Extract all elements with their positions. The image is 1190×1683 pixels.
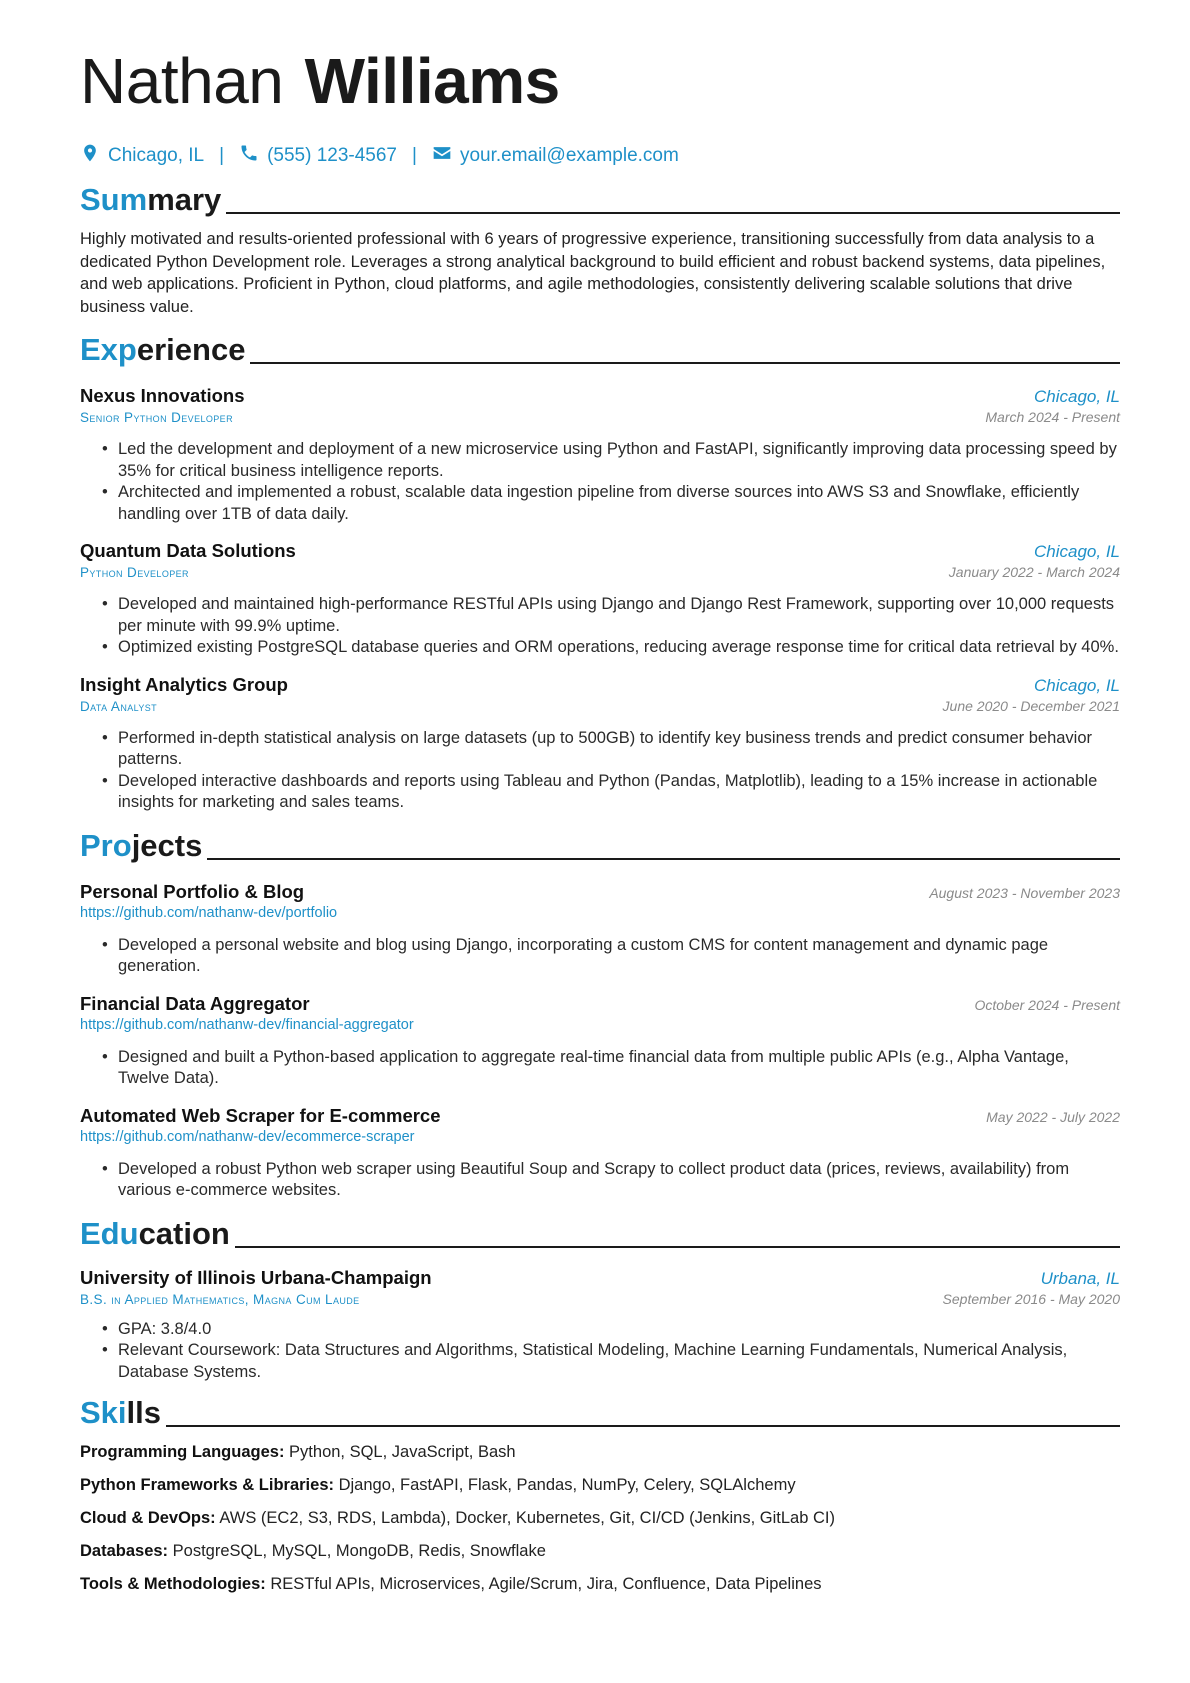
- location-text: Chicago, IL: [108, 145, 205, 166]
- section-skills-heading: [80, 1393, 1120, 1431]
- education-entry: [80, 1266, 1120, 1384]
- section-title-accent: Sum: [80, 182, 148, 217]
- section-title-accent: Edu: [80, 1215, 139, 1251]
- bullet-item: • Developed and maintained high-performance RESTful APIs using Django and Django Rest Framework, supporting over 10,000 requests per minute with 99.9% uptime.: [118, 594, 1120, 637]
- section-projects-heading: [80, 826, 1120, 864]
- phone-text: (555) 123-4567: [267, 145, 397, 166]
- experience-entry: [80, 384, 1120, 525]
- project-link[interactable]: https://github.com/nathanw-dev/ecommerce-scraper: [80, 1128, 415, 1145]
- company-name: Insight Analytics Group: [80, 673, 288, 695]
- project-link[interactable]: https://github.com/nathanw-dev/financial-aggregator: [80, 1016, 414, 1033]
- section-rule: [250, 362, 1120, 364]
- skill-values: AWS (EC2, S3, RDS, Lambda), Docker, Kubernetes, Git, CI/CD (Jenkins, GitLab CI): [219, 1509, 835, 1527]
- bullet-item: • Led the development and deployment of a new microservice using Python and FastAPI, significantly improving data processing speed by 35% for critical business intelligence reports.: [118, 439, 1120, 482]
- project-name: Financial Data Aggregator: [80, 992, 310, 1014]
- bullet-item: • Optimized existing PostgreSQL database queries and ORM operations, reducing average response time for critical data retrieval by 40%.: [118, 637, 1120, 659]
- section-title-rest: jects: [131, 827, 203, 863]
- bullet-list: [80, 1319, 1120, 1384]
- contact-separator: |: [412, 145, 417, 166]
- bullet-list: [80, 935, 1120, 978]
- skill-values: RESTful APIs, Microservices, Agile/Scrum, Jira, Confluence, Data Pipelines: [270, 1575, 822, 1593]
- bullet-item: • Performed in-depth statistical analysis on large datasets (up to 500GB) to identify key business trends and predict consumer behavior patterns.: [118, 728, 1120, 771]
- section-title: [80, 1216, 230, 1252]
- job-title: Python Developer: [80, 565, 189, 580]
- section-title-accent: Exp: [80, 332, 137, 367]
- experience-entry: [80, 673, 1120, 814]
- entry-location: Urbana, IL: [1040, 1268, 1120, 1288]
- resume-page: [80, 40, 1120, 1606]
- envelope-icon: [432, 143, 460, 169]
- bullet-item: • Architected and implemented a robust, scalable data ingestion pipeline from diverse sources into AWS S3 and Snowflake, efficiently handling over 1TB of data daily.: [118, 482, 1120, 525]
- section-title: [80, 182, 221, 218]
- project-name: Personal Portfolio & Blog: [80, 880, 305, 902]
- section-rule: [207, 858, 1120, 860]
- job-title: Data Analyst: [80, 698, 158, 714]
- skill-values: PostgreSQL, MySQL, MongoDB, Redis, Snowflake: [172, 1542, 546, 1560]
- entry-dates: March 2024 - Present: [985, 409, 1120, 425]
- entry-dates: June 2020 - December 2021: [942, 697, 1120, 714]
- section-summary-heading: [80, 180, 1120, 218]
- section-title-accent: Pro: [80, 827, 132, 863]
- entry-location: Chicago, IL: [1034, 675, 1120, 695]
- bullet-list: [80, 439, 1120, 525]
- section-title: [80, 332, 245, 368]
- summary-text: Highly motivated and results-oriented professional with 6 years of progressive experience, transitioning successfully from data analysis to a dedicated Python Development role. Leverages a strong analytical background to build efficient and robust backend systems, data pipelines, and web applications. Proficient in Python, cloud platforms, and agile methodologies, consistently delivering scalable solutions that drive business value.: [80, 230, 1106, 316]
- skill-category: Cloud & DevOps:: [80, 1509, 216, 1527]
- entry-dates: October 2024 - Present: [974, 996, 1120, 1013]
- skill-row: [80, 1474, 1120, 1496]
- entry-dates: August 2023 - November 2023: [929, 884, 1120, 901]
- section-title: [80, 1395, 161, 1431]
- bullet-item: • Developed interactive dashboards and reports using Tableau and Python (Pandas, Matplotlib), leading to a 15% increase in actionable insights for marketing and sales teams.: [118, 771, 1120, 814]
- project-link[interactable]: https://github.com/nathanw-dev/portfolio: [80, 904, 338, 921]
- section-title-accent: Ski: [80, 1395, 127, 1430]
- job-title: Senior Python Developer: [80, 410, 233, 425]
- skill-row: [80, 1507, 1120, 1529]
- skill-row: [80, 1540, 1120, 1562]
- project-name: Automated Web Scraper for E-commerce: [80, 1104, 441, 1126]
- phone-icon: [239, 143, 267, 169]
- school-name: University of Illinois Urbana-Champaign: [80, 1266, 432, 1288]
- section-title-rest: mary: [147, 182, 222, 217]
- contact-email[interactable]: [432, 143, 679, 169]
- skill-category: Tools & Methodologies:: [80, 1575, 266, 1593]
- candidate-name: [80, 40, 1120, 122]
- project-entry: [80, 1104, 1120, 1202]
- section-rule: [166, 1425, 1120, 1427]
- last-name: Williams: [304, 45, 560, 117]
- skill-values: Django, FastAPI, Flask, Pandas, NumPy, Celery, SQLAlchemy: [338, 1476, 796, 1494]
- bullet-item: • GPA: 3.8/4.0: [118, 1319, 1120, 1341]
- experience-entry: [80, 539, 1120, 659]
- map-pin-icon: [80, 143, 108, 169]
- contact-location: [80, 143, 204, 169]
- bullet-list: [80, 728, 1120, 814]
- section-title-rest: erience: [136, 332, 246, 367]
- company-name: Quantum Data Solutions: [80, 540, 296, 561]
- section-title-rest: cation: [138, 1215, 230, 1251]
- skill-row: [80, 1573, 1120, 1595]
- skill-category: Programming Languages:: [80, 1443, 285, 1461]
- entry-dates: September 2016 - May 2020: [942, 1290, 1120, 1307]
- project-entry: [80, 880, 1120, 978]
- bullet-list: [80, 594, 1120, 659]
- section-education-heading: [80, 1214, 1120, 1252]
- section-rule: [235, 1246, 1120, 1248]
- skill-category: Databases:: [80, 1542, 169, 1560]
- company-name: Nexus Innovations: [80, 385, 245, 406]
- bullet-item: • Designed and built a Python-based application to aggregate real-time financial data from multiple public APIs (e.g., Alpha Vantage, Twelve Data).: [118, 1047, 1120, 1090]
- skills-list: [80, 1441, 1120, 1595]
- entry-location: Chicago, IL: [1034, 387, 1120, 406]
- skill-values: Python, SQL, JavaScript, Bash: [289, 1443, 516, 1461]
- entry-location: Chicago, IL: [1034, 542, 1120, 561]
- section-experience-heading: [80, 330, 1120, 368]
- degree: B.S. in Applied Mathematics, Magna Cum Laude: [80, 1291, 360, 1307]
- skill-category: Python Frameworks & Libraries:: [80, 1476, 334, 1494]
- entry-dates: May 2022 - July 2022: [986, 1108, 1120, 1125]
- project-entry: [80, 992, 1120, 1090]
- skill-row: [80, 1441, 1120, 1463]
- bullet-item: • Relevant Coursework: Data Structures and Algorithms, Statistical Modeling, Machine Learning Fundamentals, Numerical Analysis, Database Systems.: [118, 1340, 1120, 1383]
- bullet-item: • Developed a robust Python web scraper using Beautiful Soup and Scrapy to collect product data (prices, reviews, availability) from various e-commerce websites.: [118, 1159, 1120, 1202]
- contact-bar: [80, 142, 1120, 170]
- bullet-item: • Developed a personal website and blog using Django, incorporating a custom CMS for content management and dynamic page generation.: [118, 935, 1120, 978]
- entry-dates: January 2022 - March 2024: [948, 564, 1120, 580]
- bullet-list: [80, 1047, 1120, 1090]
- email-text: your.email@example.com: [459, 145, 679, 166]
- contact-phone[interactable]: [239, 143, 397, 169]
- bullet-list: [80, 1159, 1120, 1202]
- section-title-rest: lls: [126, 1395, 161, 1430]
- first-name: Nathan: [80, 45, 284, 117]
- section-rule: [226, 212, 1120, 214]
- contact-separator: |: [219, 145, 225, 166]
- section-title: [80, 828, 202, 864]
